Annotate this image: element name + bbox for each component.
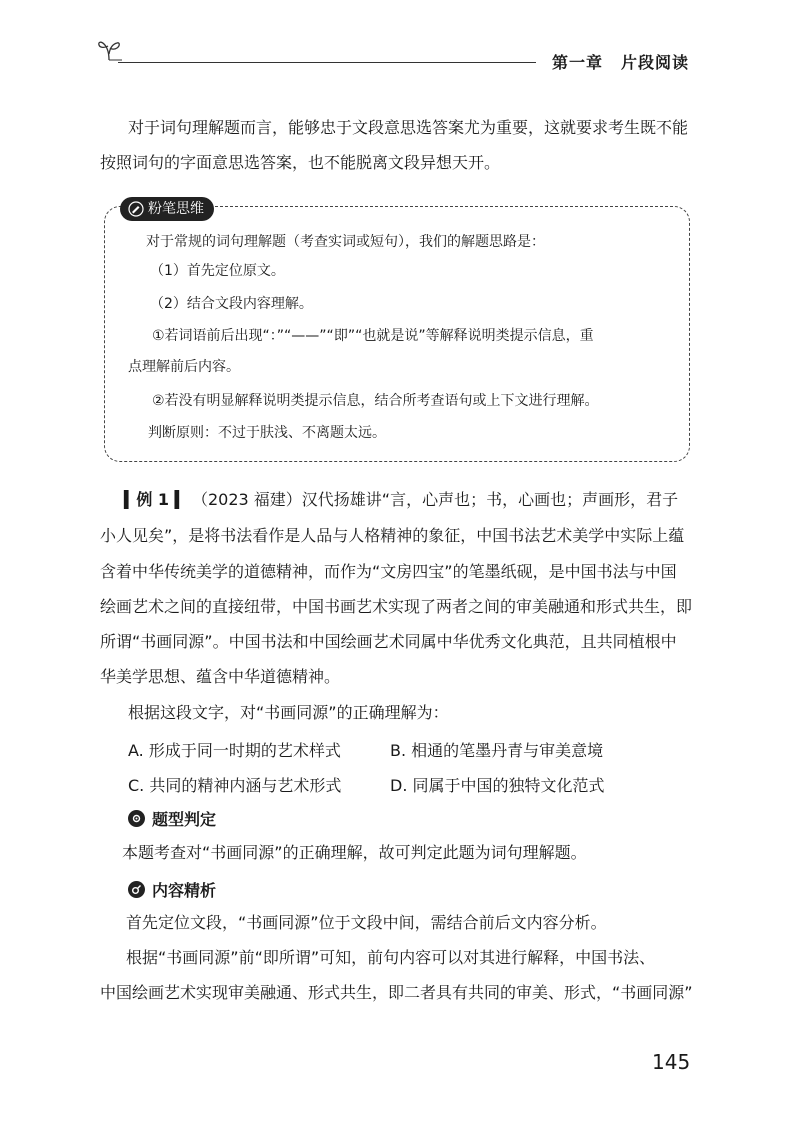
pencil-icon <box>128 201 144 217</box>
sprout-icon <box>96 36 122 62</box>
option-c: C. 共同的精神内涵与艺术形式 <box>128 776 342 795</box>
intro-line-2: 按照词句的字面意思选答案，也不能脱离文段异想天开。 <box>100 153 501 172</box>
tip-box-tag <box>120 197 214 221</box>
example-line-6: 华美学思想、蕴含中华道德精神。 <box>100 667 341 686</box>
page-number: 145 <box>652 1050 691 1074</box>
example-line-4: 绘画艺术之间的直接纽带，中国书画艺术实现了两者之间的审美融通和形式共生，即 <box>100 597 693 616</box>
example-line-2: 小人见矣”，是将书法看作是人品与人格精神的象征，中国书法艺术美学中实际上蕴 <box>100 526 685 545</box>
example-question: 根据这段文字，对“书画同源”的正确理解为： <box>128 703 449 722</box>
intro-line-1: 对于词句理解题而言，能够忠于文段意思选答案尤为重要，这就要求考生既不能 <box>128 118 689 137</box>
example-line-1: ▍例 1 ▍ （2023 福建）汉代扬雄讲“言，心声也；书，心画也；声画形，君子 <box>124 490 679 509</box>
option-d: D. 同属于中国的独特文化范式 <box>390 776 605 795</box>
chapter-label: 第一章 <box>552 53 604 72</box>
section-type-text: 本题考查对“书画同源”的正确理解，故可判定此题为词句理解题。 <box>122 843 587 862</box>
content-line-2: 根据“书画同源”前“即所谓”可知，前句内容可以对其进行解释，中国书法、 <box>126 948 656 967</box>
option-b: B. 相通的笔墨丹青与审美意境 <box>390 741 604 760</box>
section-content-analysis <box>128 878 216 901</box>
example-line-5: 所谓“书画同源”。中国书法和中国绘画艺术同属中华优秀文化典范，且共同植根中 <box>100 632 677 651</box>
option-a: A. 形成于同一时期的艺术样式 <box>128 741 341 760</box>
tip-line-2: （1）首先定位原文。 <box>150 263 285 279</box>
tip-line-4: ①若词语前后出现“：”“——”“即”“也就是说”等解释说明类提示信息，重 <box>152 328 594 344</box>
section-type-title: 题型判定 <box>152 810 217 829</box>
header-rule <box>118 62 536 63</box>
example-line-3: 含着中华传统美学的道德精神，而作为“文房四宝”的笔墨纸砚，是中国书法与中国 <box>100 562 677 581</box>
tip-line-3: （2）结合文段内容理解。 <box>150 296 313 312</box>
tip-box-title: 粉笔思维 <box>148 201 204 217</box>
gear-icon <box>128 810 145 827</box>
tip-line-6: ②若没有明显解释说明类提示信息，结合所考查语句或上下文进行理解。 <box>152 393 599 409</box>
tip-line-7: 判断原则：不过于肤浅、不离题太远。 <box>148 425 386 441</box>
section-type-judgment <box>128 807 216 830</box>
magnifier-icon <box>128 881 145 898</box>
chapter-title: 片段阅读 <box>621 53 690 72</box>
running-header <box>552 50 689 73</box>
section-content-title: 内容精析 <box>152 881 217 900</box>
content-line-3: 中国绘画艺术实现审美融通、形式共生，即二者具有共同的审美、形式，“书画同源” <box>100 983 693 1002</box>
content-line-1: 首先定位文段，“书画同源”位于文段中间，需结合前后文内容分析。 <box>126 913 607 932</box>
example-label: ▍例 1 ▍ <box>124 490 187 509</box>
tip-line-1: 对于常规的词句理解题（考查实词或短句），我们的解题思路是： <box>146 234 545 250</box>
tip-line-5: 点理解前后内容。 <box>128 359 240 375</box>
